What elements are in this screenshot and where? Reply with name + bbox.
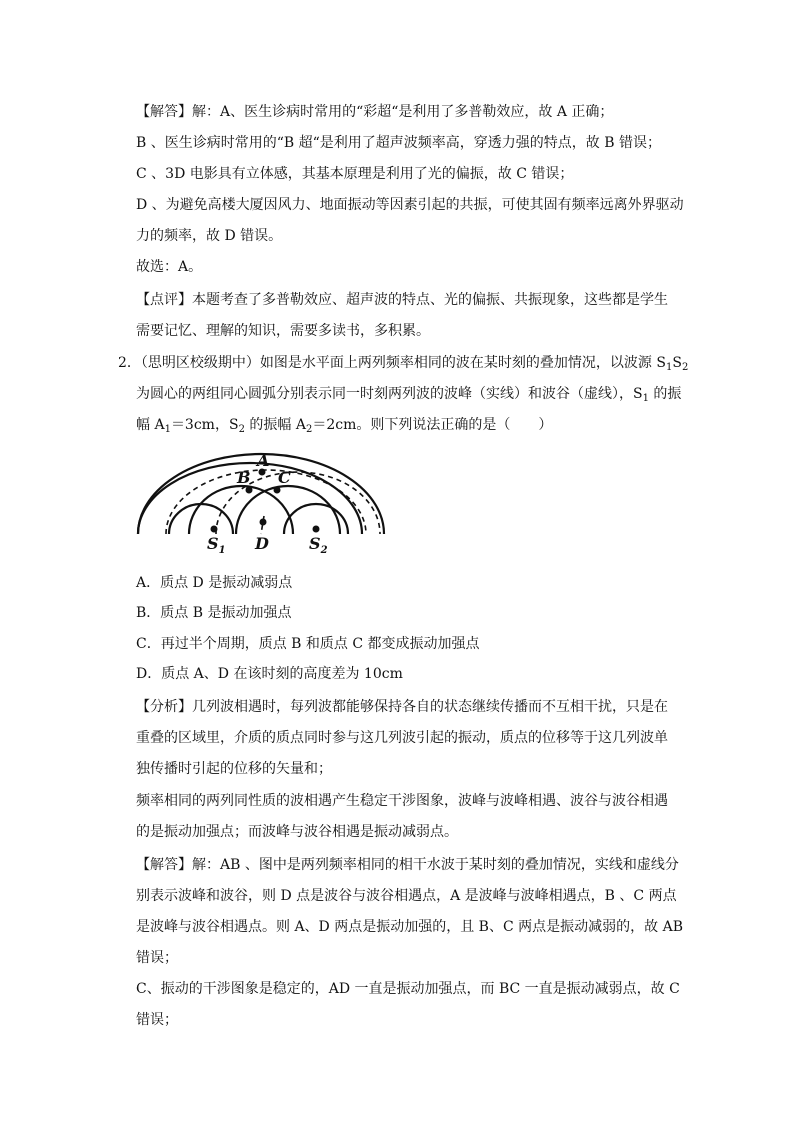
question2-text: ＝2cm。则下列说法正确的是（ ） xyxy=(312,417,553,433)
comment-tag: 【点评】 xyxy=(136,292,192,308)
subscript: 2 xyxy=(305,424,313,435)
solution2-line6: 错误； xyxy=(136,1012,178,1028)
solution1-line-c: C 、3D 电影具有立体感，其基本原理是利用了光的偏振，故 C 错误； xyxy=(136,166,574,182)
label-s2-sub: 2 xyxy=(320,545,328,556)
point-b xyxy=(246,487,253,494)
option-c: C．再过半个周期，质点 B 和质点 C 都变成振动加强点 xyxy=(136,636,480,652)
solution1-line-b: B 、医生诊病时常用的“B 超“是利用了超声波频率高，穿透力强的特点，故 B 错误； xyxy=(136,135,661,151)
solution2-line3: 是波峰与波谷相遇点。则 A、D 两点是振动加强的，且 B、C 两点是振动减弱的，故 AB xyxy=(136,919,683,935)
solution1-line-a xyxy=(136,102,613,122)
label-d: D xyxy=(255,534,269,553)
analysis2-line4: 频率相同的两列同性质的波相遇产生稳定干涉图象，波峰与波峰相遇、波谷与波谷相遇 xyxy=(136,793,668,809)
label-s1-letter: S xyxy=(207,534,219,553)
label-c: C xyxy=(278,468,291,487)
subscript: 1 xyxy=(164,424,171,435)
comment1-line1 xyxy=(136,290,668,310)
question-number: 2． xyxy=(118,355,141,371)
point-d xyxy=(260,519,267,526)
label-s2-letter: S xyxy=(309,534,321,553)
subscript: 1 xyxy=(665,362,673,373)
subscript: 2 xyxy=(681,362,689,373)
question2-text: 为圆心的两组同心圆弧分别表示同一时刻两列波的波峰（实线）和波谷（虚线），S xyxy=(136,386,643,402)
question2-text: （思明区校级期中）如图是水平面上两列频率相同的波在某时刻的叠加情况，以波源 S xyxy=(140,355,666,371)
question2-text: S xyxy=(672,355,682,371)
source-s2 xyxy=(313,526,320,533)
comment1-line2: 需要记忆、理解的知识，需要多读书，多积累。 xyxy=(136,323,430,339)
solution-text: 解：AB 、图中是两列频率相同的相干水波于某时刻的叠加情况，实线和虚线分 xyxy=(192,857,679,873)
solution-tag: 【解答】 xyxy=(136,857,192,873)
label-s1-sub: 1 xyxy=(218,545,226,556)
label-b: B xyxy=(237,468,251,487)
solution2-line2: 别表示波峰和波谷，则 D 点是波谷与波谷相遇点，A 是波峰与波峰相遇点，B 、C 两点 xyxy=(136,888,677,904)
label-s2 xyxy=(309,534,328,556)
solution-tag: 【解答】 xyxy=(136,104,192,120)
solution1-line-d2: 力的频率，故 D 错误。 xyxy=(136,228,283,244)
wave-crest-arc-s1 xyxy=(169,504,233,534)
question2-line1 xyxy=(118,353,688,375)
analysis2-line2: 重叠的区域里，介质的质点同时参与这几列波引起的振动，质点的位移等于这几列波单 xyxy=(136,730,668,746)
analysis2-line3: 独传播时引起的位移的矢量和； xyxy=(136,761,332,777)
solution2-line5: C、振动的干涉图象是稳定的，AD 一直是振动加强点，而 BC 一直是振动减弱点，故 C xyxy=(136,981,680,997)
question2-text: 幅 A xyxy=(136,417,165,433)
question2-text: 的振幅 A xyxy=(244,417,306,433)
solution2-line4: 错误； xyxy=(136,950,178,966)
solution2-line1 xyxy=(136,855,679,875)
analysis2-line1 xyxy=(136,697,668,717)
analysis-tag: 【分析】 xyxy=(136,699,192,715)
point-c xyxy=(274,487,281,494)
option-d: D．质点 A、D 在该时刻的高度差为 10cm xyxy=(136,666,403,682)
subscript: 1 xyxy=(642,393,649,404)
solution1-line-d1: D 、为避免高楼大厦因风力、地面振动等因素引起的共振，可使其固有频率远离外界驱动 xyxy=(136,197,684,213)
analysis-text: 几列波相遇时，每列波都能够保持各自的状态继续传播而不互相干扰，只是在 xyxy=(192,699,668,715)
option-a: A．质点 D 是振动减弱点 xyxy=(136,575,293,591)
question2-text: 的振 xyxy=(648,386,682,402)
subscript: 2 xyxy=(238,424,245,435)
question2-text: ＝3cm，S xyxy=(170,417,239,433)
label-a: A xyxy=(257,452,270,470)
solution-text: 解：A、医生诊病时常用的“彩超“是利用了多普勒效应，故 A 正确； xyxy=(192,104,614,120)
label-s1 xyxy=(207,534,226,556)
source-s1 xyxy=(211,526,218,533)
wave-trough-arc-1 xyxy=(166,470,366,534)
wave-crest-arc-small-2 xyxy=(236,486,340,534)
comment-text: 本题考查了多普勒效应、超声波的特点、光的偏振、共振现象，这些都是学生 xyxy=(192,292,668,308)
solution1-answer: 故选：A。 xyxy=(136,259,203,275)
analysis2-line5: 的是振动加强点；而波峰与波谷相遇是振动减弱点。 xyxy=(136,824,458,840)
option-b: B．质点 B 是振动加强点 xyxy=(136,605,292,621)
question2-line2 xyxy=(136,384,681,406)
question2-line3 xyxy=(136,415,552,437)
wave-interference-figure xyxy=(136,452,406,562)
